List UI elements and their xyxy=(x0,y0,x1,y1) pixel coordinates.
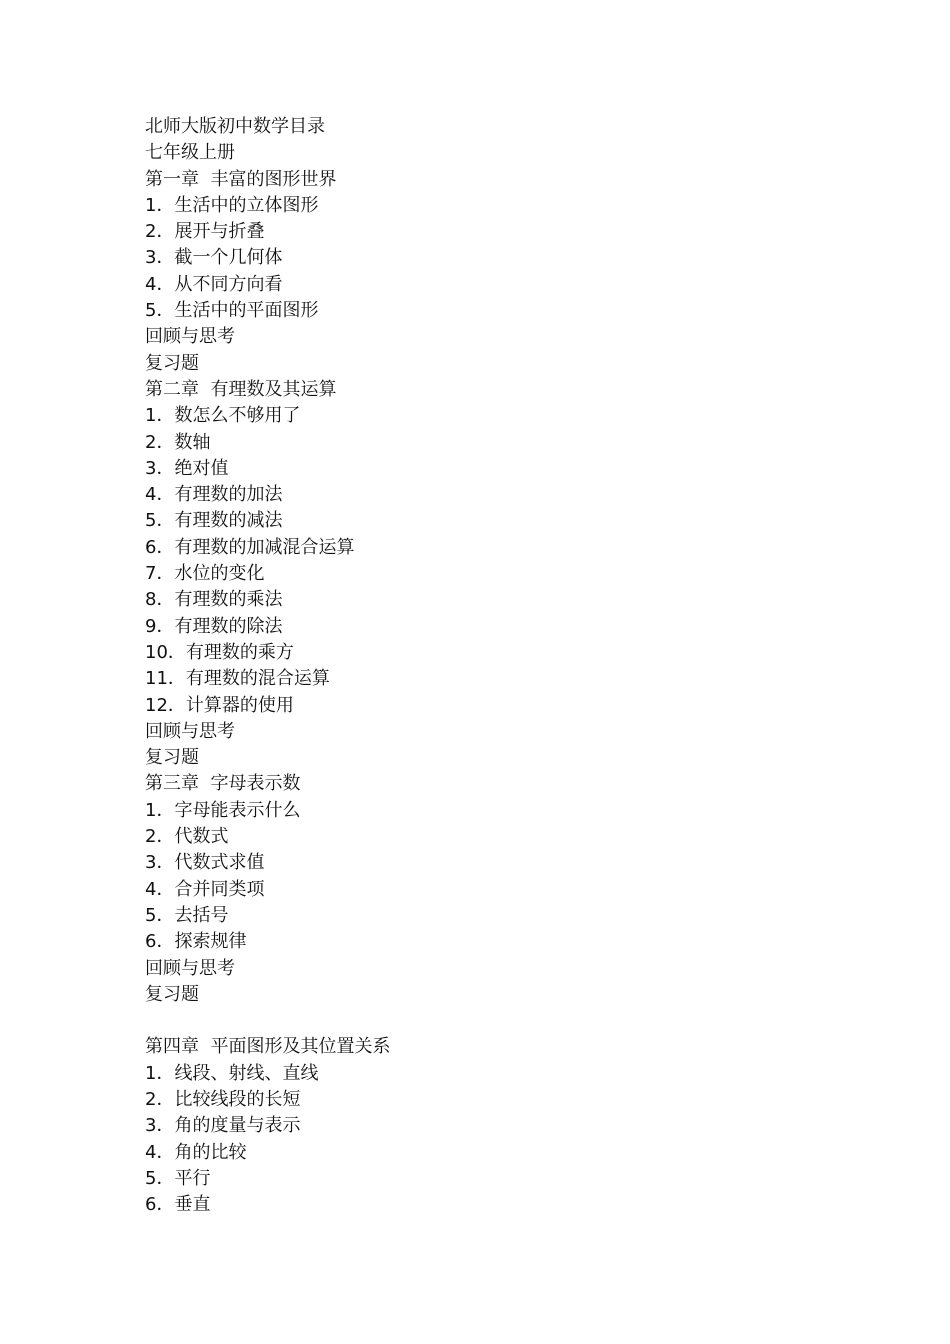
chapter-heading: 第二章 有理数及其运算 xyxy=(145,378,337,400)
document-page xyxy=(145,114,845,1218)
toc-item: 4．合并同类项 xyxy=(145,878,265,900)
toc-item: 1．数怎么不够用了 xyxy=(145,405,301,427)
toc-item: 3．绝对值 xyxy=(145,457,229,479)
toc-item: 12．计算器的使用 xyxy=(145,694,294,716)
toc-item: 2．展开与折叠 xyxy=(145,221,265,243)
toc-item: 1．线段、射线、直线 xyxy=(145,1062,319,1084)
toc-item: 复习题 xyxy=(145,352,199,374)
toc-item: 5．生活中的平面图形 xyxy=(145,300,319,322)
toc-item: 5．有理数的减法 xyxy=(145,510,283,532)
toc-item: 回顾与思考 xyxy=(145,720,235,742)
toc-item: 4．角的比较 xyxy=(145,1141,247,1163)
toc-item: 1．字母能表示什么 xyxy=(145,799,301,821)
toc-item: 6．垂直 xyxy=(145,1194,211,1216)
chapter-4 xyxy=(145,1034,845,1218)
chapter-1 xyxy=(145,167,845,377)
chapter-heading: 第四章 平面图形及其位置关系 xyxy=(145,1036,391,1058)
toc-item: 2．比较线段的长短 xyxy=(145,1088,301,1110)
toc-item: 11．有理数的混合运算 xyxy=(145,668,330,690)
toc-item: 复习题 xyxy=(145,747,199,769)
toc-item: 2．数轴 xyxy=(145,431,211,453)
toc-item: 5．平行 xyxy=(145,1167,211,1189)
chapter-3 xyxy=(145,771,845,1008)
toc-item: 回顾与思考 xyxy=(145,957,235,979)
toc-item: 7．水位的变化 xyxy=(145,563,265,585)
toc-item: 6．探索规律 xyxy=(145,931,247,953)
toc-item: 3．代数式求值 xyxy=(145,852,265,874)
toc-item: 3．角的度量与表示 xyxy=(145,1115,301,1137)
toc-item: 1．生活中的立体图形 xyxy=(145,194,319,216)
toc-item: 9．有理数的除法 xyxy=(145,615,283,637)
toc-item: 4．有理数的加法 xyxy=(145,484,283,506)
toc-item: 6．有理数的加减混合运算 xyxy=(145,536,355,558)
toc-item: 8．有理数的乘法 xyxy=(145,589,283,611)
toc-item: 2．代数式 xyxy=(145,826,229,848)
chapter-heading: 第一章 丰富的图形世界 xyxy=(145,168,337,190)
chapter-heading: 第三章 字母表示数 xyxy=(145,773,301,795)
toc-item: 10．有理数的乘方 xyxy=(145,641,294,663)
toc-item: 3．截一个几何体 xyxy=(145,247,283,269)
grade-heading: 七年级上册 xyxy=(145,142,235,164)
toc-item: 回顾与思考 xyxy=(145,326,235,348)
blank-line xyxy=(145,1008,845,1034)
toc-item: 5．去括号 xyxy=(145,904,229,926)
chapter-2 xyxy=(145,377,845,771)
toc-item: 4．从不同方向看 xyxy=(145,273,283,295)
toc-item: 复习题 xyxy=(145,983,199,1005)
document-title: 北师大版初中数学目录 xyxy=(145,116,325,137)
